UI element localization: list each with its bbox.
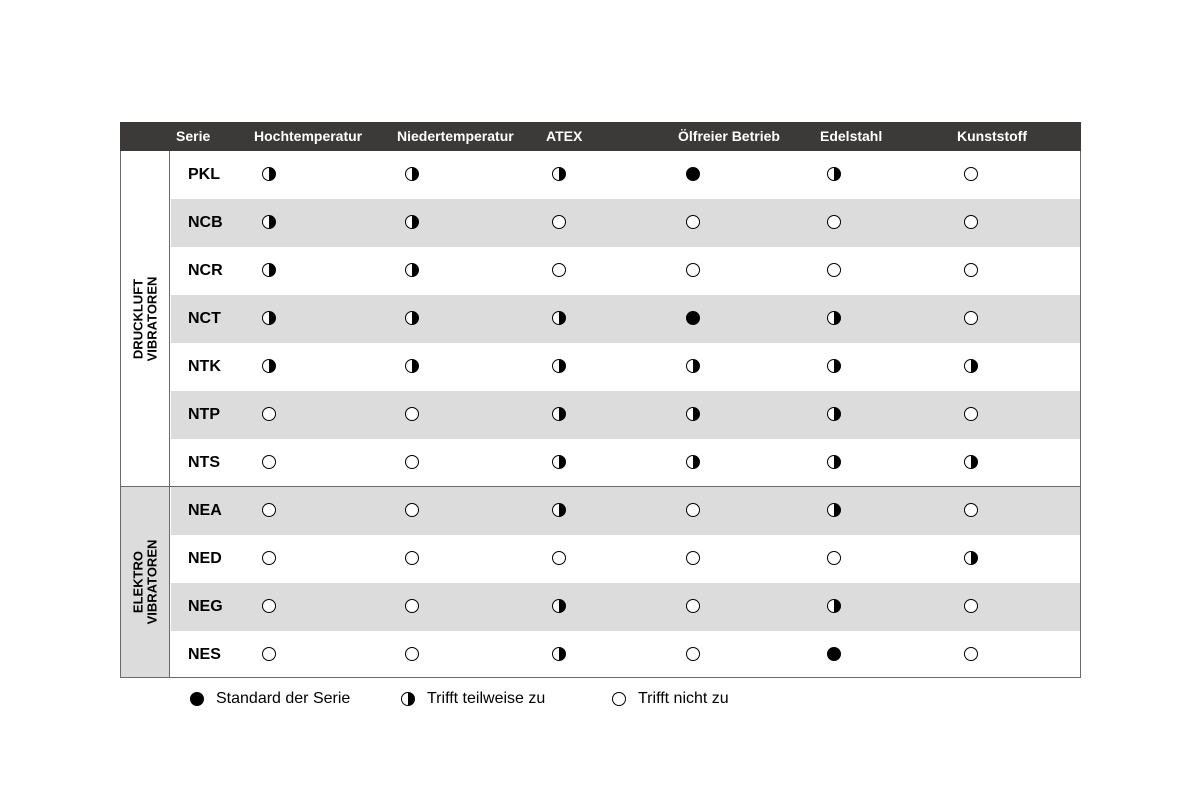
empty-circle-icon	[262, 407, 276, 421]
half-circle-icon	[827, 455, 841, 469]
half-circle-icon	[401, 692, 415, 706]
half-circle-icon	[262, 359, 276, 373]
table-header	[120, 122, 1081, 151]
series-name: NTP	[188, 406, 220, 423]
empty-circle-icon	[262, 455, 276, 469]
table-row	[171, 583, 1080, 631]
series-name: NEG	[188, 598, 223, 615]
series-name: NEA	[188, 502, 222, 519]
table-row	[171, 439, 1080, 487]
series-name: NCT	[188, 310, 221, 327]
empty-circle-icon	[964, 263, 978, 277]
empty-circle-icon	[552, 263, 566, 277]
series-name: NCR	[188, 262, 223, 279]
group-divider	[121, 486, 1080, 487]
empty-circle-icon	[552, 215, 566, 229]
series-name: PKL	[188, 166, 220, 183]
empty-circle-icon	[262, 503, 276, 517]
empty-circle-icon	[827, 551, 841, 565]
half-circle-icon	[827, 359, 841, 373]
legend-label: Trifft teilweise zu	[427, 690, 546, 707]
column-header-hochtemperatur: Hochtemperatur	[254, 128, 363, 144]
half-circle-icon	[552, 503, 566, 517]
half-circle-icon	[964, 551, 978, 565]
legend-label: Standard der Serie	[216, 690, 351, 707]
table-row	[171, 343, 1080, 391]
empty-circle-icon	[964, 407, 978, 421]
half-circle-icon	[405, 215, 419, 229]
full-circle-icon	[686, 167, 700, 181]
column-header-edelstahl: Edelstahl	[820, 128, 883, 144]
half-circle-icon	[552, 359, 566, 373]
empty-circle-icon	[964, 599, 978, 613]
group-label: DRUCKLUFT VIBRATOREN	[130, 276, 160, 362]
half-circle-icon	[827, 167, 841, 181]
empty-circle-icon	[552, 551, 566, 565]
half-circle-icon	[262, 311, 276, 325]
empty-circle-icon	[964, 215, 978, 229]
empty-circle-icon	[964, 503, 978, 517]
table-row	[171, 535, 1080, 583]
empty-circle-icon	[405, 407, 419, 421]
full-circle-icon	[190, 692, 204, 706]
group-label: ELEKTRO VIBRATOREN	[130, 539, 160, 625]
half-circle-icon	[552, 167, 566, 181]
half-circle-icon	[827, 311, 841, 325]
empty-circle-icon	[686, 215, 700, 229]
empty-circle-icon	[405, 647, 419, 661]
half-circle-icon	[552, 599, 566, 613]
table-row	[171, 487, 1080, 535]
half-circle-icon	[262, 167, 276, 181]
half-circle-icon	[405, 167, 419, 181]
series-name: NES	[188, 646, 221, 663]
column-header-niedertemperatur: Niedertemperatur	[397, 128, 514, 144]
legend-item-partial	[401, 689, 545, 709]
full-circle-icon	[686, 311, 700, 325]
half-circle-icon	[405, 311, 419, 325]
half-circle-icon	[827, 407, 841, 421]
column-header-kunststoff: Kunststoff	[957, 128, 1027, 144]
feature-table	[120, 122, 1081, 678]
empty-circle-icon	[827, 215, 841, 229]
column-header-oelfreier-betrieb: Ölfreier Betrieb	[678, 128, 780, 144]
legend-label: Trifft nicht zu	[638, 690, 729, 707]
column-header-serie: Serie	[176, 128, 211, 144]
half-circle-icon	[552, 311, 566, 325]
half-circle-icon	[552, 647, 566, 661]
empty-circle-icon	[964, 311, 978, 325]
empty-circle-icon	[686, 263, 700, 277]
table-row	[171, 247, 1080, 295]
half-circle-icon	[262, 215, 276, 229]
empty-circle-icon	[405, 599, 419, 613]
full-circle-icon	[827, 647, 841, 661]
half-circle-icon	[686, 455, 700, 469]
empty-circle-icon	[262, 599, 276, 613]
half-circle-icon	[552, 407, 566, 421]
half-circle-icon	[827, 599, 841, 613]
empty-circle-icon	[262, 647, 276, 661]
half-circle-icon	[686, 407, 700, 421]
column-header-atex: ATEX	[546, 128, 583, 144]
empty-circle-icon	[686, 599, 700, 613]
table-row	[171, 151, 1080, 199]
group-druckluft-vibratoren	[121, 151, 170, 487]
table-row	[171, 631, 1080, 679]
series-name: NTS	[188, 454, 220, 471]
half-circle-icon	[964, 455, 978, 469]
half-circle-icon	[964, 359, 978, 373]
legend-item-standard	[190, 689, 350, 709]
empty-circle-icon	[964, 167, 978, 181]
series-name: NTK	[188, 358, 221, 375]
table-row	[171, 391, 1080, 439]
empty-circle-icon	[405, 503, 419, 517]
legend-item-none	[612, 689, 729, 709]
half-circle-icon	[405, 359, 419, 373]
group-elektro-vibratoren	[121, 487, 170, 677]
empty-circle-icon	[405, 551, 419, 565]
series-name: NED	[188, 550, 222, 567]
empty-circle-icon	[686, 551, 700, 565]
table-row	[171, 295, 1080, 343]
series-name: NCB	[188, 214, 223, 231]
empty-circle-icon	[827, 263, 841, 277]
empty-circle-icon	[612, 692, 626, 706]
empty-circle-icon	[686, 503, 700, 517]
empty-circle-icon	[964, 647, 978, 661]
empty-circle-icon	[686, 647, 700, 661]
half-circle-icon	[405, 263, 419, 277]
empty-circle-icon	[405, 455, 419, 469]
table-row	[171, 199, 1080, 247]
half-circle-icon	[552, 455, 566, 469]
half-circle-icon	[686, 359, 700, 373]
empty-circle-icon	[262, 551, 276, 565]
half-circle-icon	[827, 503, 841, 517]
half-circle-icon	[262, 263, 276, 277]
